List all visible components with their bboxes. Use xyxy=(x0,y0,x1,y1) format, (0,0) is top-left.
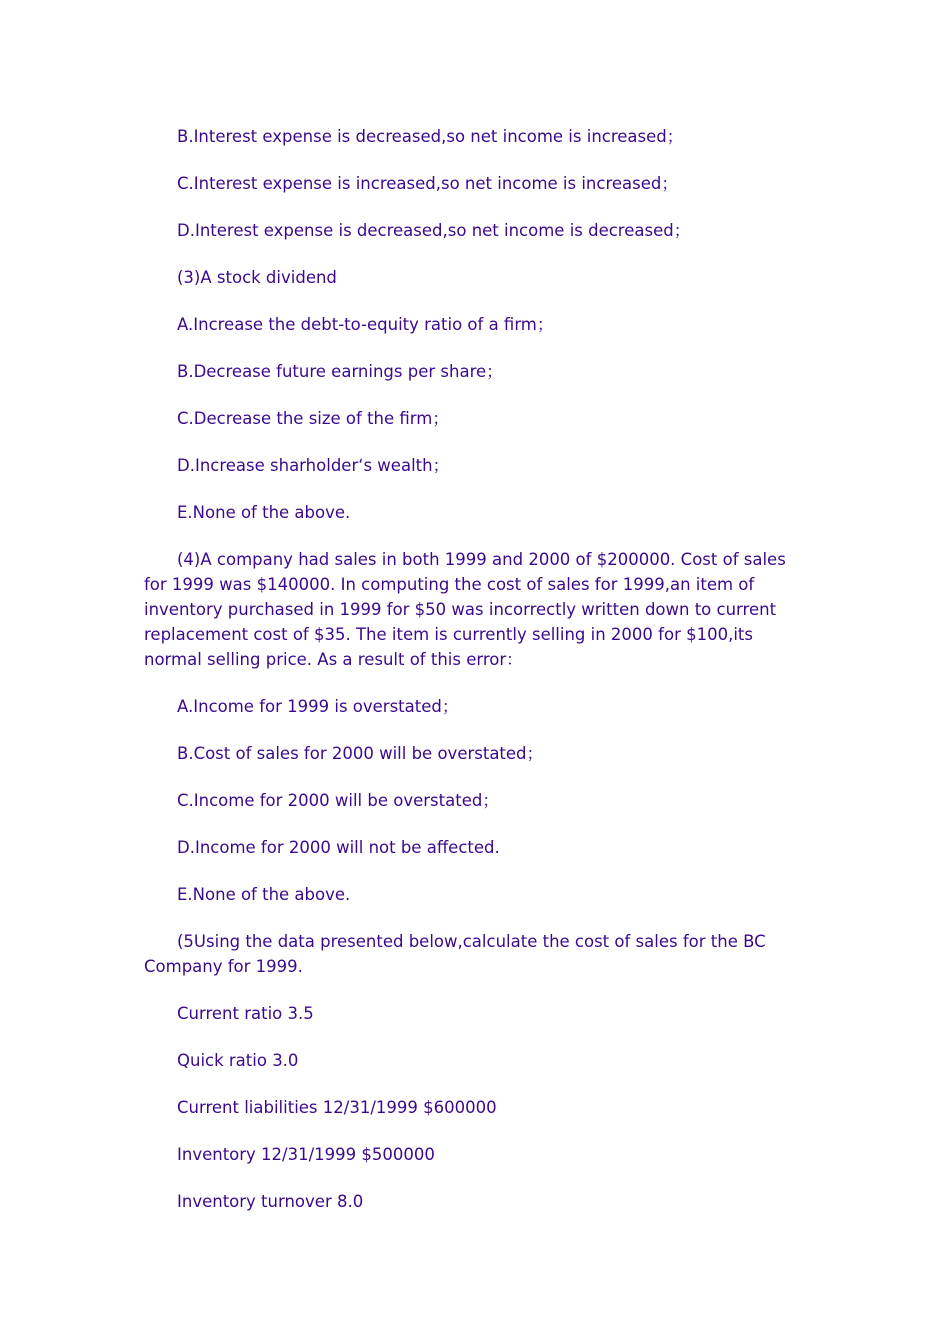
data-quick-ratio: Quick ratio 3.0 xyxy=(177,1051,299,1070)
question-4: (4)A company had sales in both 1999 and 2000 of $200000. Cost of sales for 1999 was $140000. In computing the cost of sales for 1999,an item of inventory purchased in 1999 for $50 was incorrectly written down to current replacement cost of $35. The item is currently selling in 2000 for $100,its normal selling price. As a result of this error： xyxy=(144,550,786,669)
question-3: (3)A stock dividend xyxy=(177,268,337,287)
q4-option-c: C.Income for 2000 will be overstated； xyxy=(177,791,499,810)
q3-option-e: E.None of the above. xyxy=(177,503,351,522)
option-b-interest: B.Interest expense is decreased,so net income is increased； xyxy=(177,127,684,146)
option-d-interest: D.Interest expense is decreased,so net income is decreased； xyxy=(177,221,691,240)
data-current-ratio: Current ratio 3.5 xyxy=(177,1004,314,1023)
q3-option-d: D.Increase sharholder‘s wealth； xyxy=(177,456,450,475)
q3-option-c: C.Decrease the size of the firm； xyxy=(177,409,449,428)
data-current-liabilities: Current liabilities 12/31/1999 $600000 xyxy=(177,1098,497,1117)
document-page xyxy=(144,124,804,1236)
q4-option-e: E.None of the above. xyxy=(177,885,351,904)
data-inventory: Inventory 12/31/1999 $500000 xyxy=(177,1145,435,1164)
data-inventory-turnover: Inventory turnover 8.0 xyxy=(177,1192,364,1211)
option-c-interest: C.Interest expense is increased,so net income is increased； xyxy=(177,174,678,193)
q3-option-a: A.Increase the debt-to-equity ratio of a firm； xyxy=(177,315,554,334)
q4-option-a: A.Income for 1999 is overstated； xyxy=(177,697,459,716)
question-5: (5Using the data presented below,calculate the cost of sales for the BC Company for 1999. xyxy=(144,932,766,976)
q4-option-b: B.Cost of sales for 2000 will be overstated； xyxy=(177,744,544,763)
q4-option-d: D.Income for 2000 will not be affected. xyxy=(177,838,500,857)
q3-option-b: B.Decrease future earnings per share； xyxy=(177,362,503,381)
